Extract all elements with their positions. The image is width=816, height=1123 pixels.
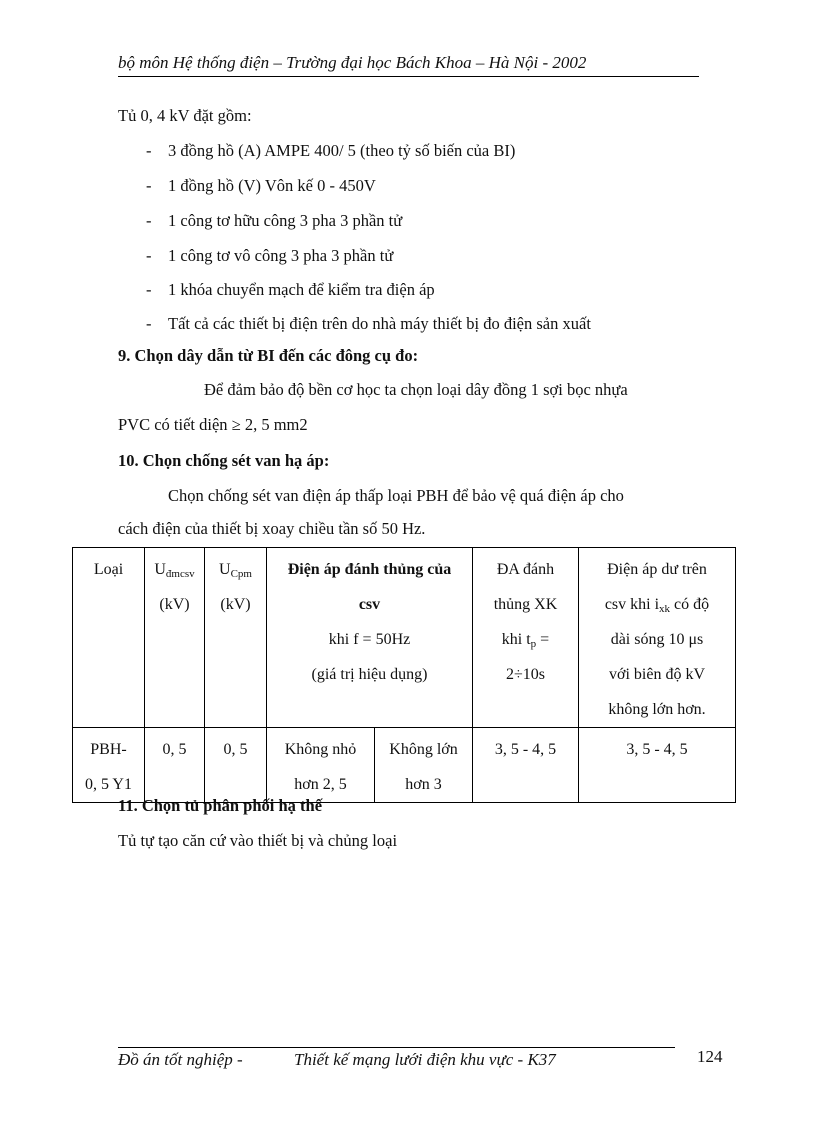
- header-cell-cpm-voltage: $U_{Cpm}$ (kV): [205, 548, 267, 728]
- table-row: [73, 728, 736, 803]
- bullet-dash: -: [146, 176, 152, 195]
- cell-breakdown-min: Không nhỏ hơn 2, 5: [267, 728, 375, 803]
- header-rule: [118, 76, 699, 77]
- bullet-dash: -: [146, 246, 152, 265]
- intro-text: Tủ 0, 4 kV đặt gồm:: [118, 106, 252, 125]
- page-number: 124: [697, 1047, 723, 1066]
- page-header: bộ môn Hệ thống điện – Trường đại học Bách Khoa – Hà Nội - 2002: [118, 53, 587, 72]
- cell-rated-voltage: 0, 5: [145, 728, 205, 803]
- footer-rule: [118, 1047, 675, 1048]
- section-11-line-1: Tủ tự tạo căn cứ vào thiết bị và chủng loại: [118, 831, 398, 850]
- bullet-dash: -: [146, 211, 152, 230]
- cell-cpm-voltage: 0, 5: [205, 728, 267, 803]
- header-cell-type: Loại: [73, 548, 145, 728]
- header-cell-impulse-breakdown: ĐA đánh thủng XK khi $t_p$ = 2÷10s: [473, 548, 579, 728]
- header-cell-residual-voltage: Điện áp dư trên csv khi $i_{xk}$ có độ dài sóng 10 μs với biên độ kV không lớn hơn.: [579, 548, 736, 728]
- footer-title: Thiết kế mạng lưới điện khu vực - K37: [294, 1050, 556, 1069]
- bullet-dash: -: [146, 280, 152, 299]
- arrester-spec-table: [72, 547, 736, 803]
- section-11-heading: 11. Chọn tủ phân phối hạ thế: [118, 796, 323, 815]
- footer-left: Đồ án tốt nghiệp -: [118, 1050, 243, 1069]
- cell-residual-voltage: 3, 5 - 4, 5: [579, 728, 736, 803]
- section-10-line-2: cách điện của thiết bị xoay chiều tần số 50 Hz.: [118, 519, 426, 538]
- cell-breakdown-max: Không lớn hơn 3: [375, 728, 473, 803]
- section-9-line-1: Để đảm bảo độ bền cơ học ta chọn loại dây đồng 1 sợi bọc nhựa: [204, 380, 628, 399]
- section-10-heading: 10. Chọn chống sét van hạ áp:: [118, 451, 330, 470]
- bullet-dash: -: [146, 314, 152, 333]
- header-cell-rated-voltage: $U_{đmcsv}$ (kV): [145, 548, 205, 728]
- header-cell-breakdown-voltage: Điện áp đánh thủng của csv khi f = 50Hz (giá trị hiệu dụng): [267, 548, 473, 728]
- section-9-line-2: PVC có tiết diện ≥ 2, 5 mm2: [118, 415, 308, 434]
- cell-impulse-breakdown: 3, 5 - 4, 5: [473, 728, 579, 803]
- section-10-line-1: Chọn chống sét van điện áp thấp loại PBH để bảo vệ quá điện áp cho: [168, 486, 624, 505]
- section-9-heading: 9. Chọn dây dẫn từ BI đến các đông cụ đo:: [118, 346, 419, 365]
- cell-type: PBH- 0, 5 Y1: [73, 728, 145, 803]
- bullet-dash: -: [146, 141, 152, 160]
- table-header-row: [73, 548, 736, 728]
